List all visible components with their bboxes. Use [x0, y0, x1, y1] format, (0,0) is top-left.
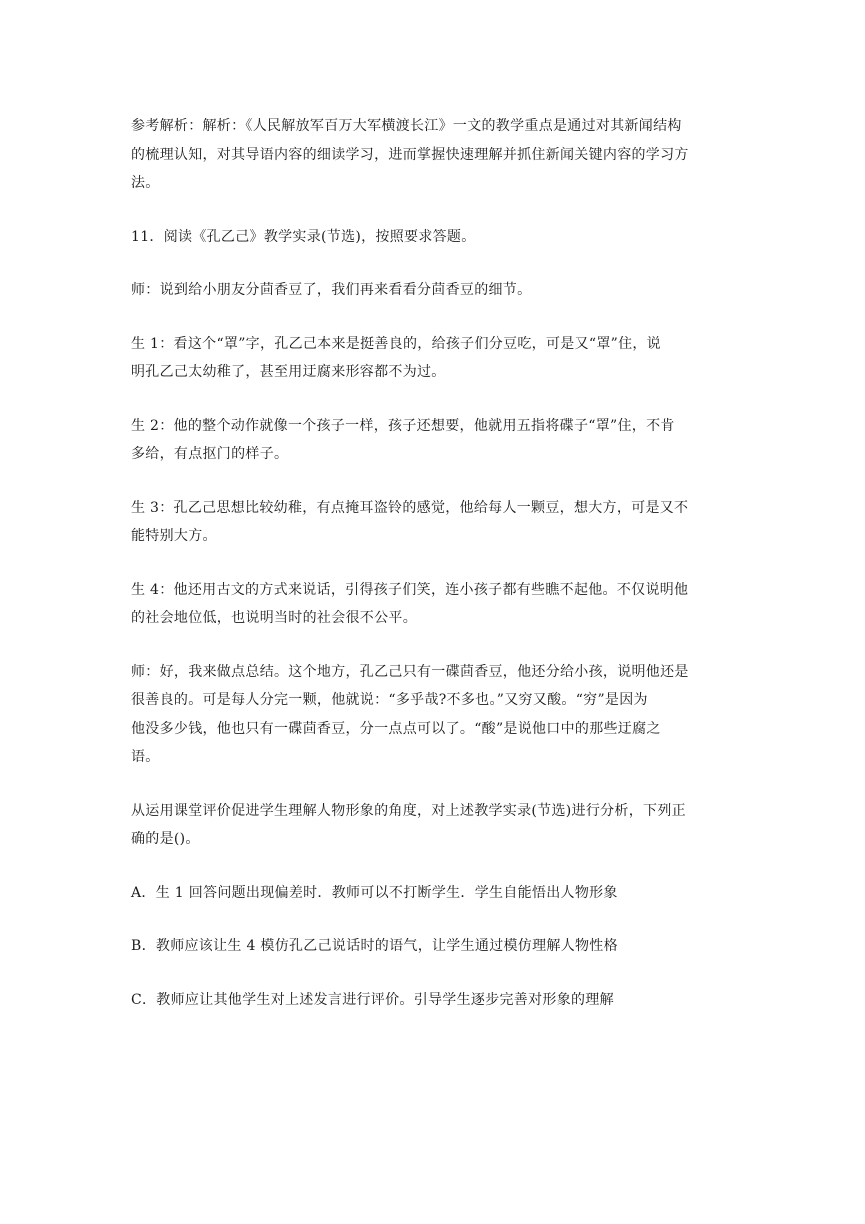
- text-line: 参考解析：解析：《人民解放军百万大军横渡长江》一文的教学重点是通过对其新闻结构: [131, 118, 682, 134]
- text-line: 明孔乙己太幼稚了，甚至用迂腐来形容都不为过。: [131, 364, 446, 380]
- question-11-heading: [131, 223, 735, 252]
- text-line: 从运用课堂评价促进学生理解人物形象的角度，对上述教学实录(节选)进行分析，下列正: [131, 802, 686, 819]
- text-line: 的社会地位低，也说明当时的社会很不公平。: [131, 610, 417, 626]
- text-line: 语。: [131, 749, 160, 765]
- text-line: 11．阅读《孔乙己》教学实录(节选)，按照要求答题。: [131, 228, 476, 245]
- option-b: [131, 932, 735, 961]
- option-c: [131, 986, 735, 1015]
- text-line: 生 1：看这个“罩”字，孔乙己本来是挺善良的，给孩子们分豆吃，可是又“罩”住，说: [131, 335, 661, 352]
- text-line: 能特别大方。: [131, 528, 217, 544]
- option-a: [131, 879, 735, 908]
- teacher-summary: [131, 658, 735, 772]
- text-line: 的梳理认知，对其导语内容的细读学习，进而掌握快速理解并抓住新闻关键内容的学习方: [131, 146, 689, 163]
- student-1-response: [131, 330, 735, 387]
- text-line: 师：好，我来做点总结。这个地方，孔乙己只有一碟茴香豆，他还分给小孩，说明他还是: [131, 663, 689, 680]
- text-line: 他没多少钱，他也只有一碟茴香豆，分一点点可以了。“酸”是说他口中的那些迂腐之: [131, 720, 661, 737]
- text-line: 生 3：孔乙己思想比较幼稚，有点掩耳盗铃的感觉，他给每人一颗豆，想大方，可是又不: [131, 499, 689, 516]
- teacher-line-1: [131, 276, 735, 305]
- document-body: [131, 112, 735, 1039]
- text-line: 很善良的。可是每人分完一颗，他就说：“多乎哉?不多也。”又穷又酸。“穷”是因为: [131, 692, 648, 708]
- text-line: 法。: [131, 175, 160, 191]
- text-line: 师：说到给小朋友分茴香豆了，我们再来看看分茴香豆的细节。: [131, 282, 532, 298]
- student-4-response: [131, 576, 735, 633]
- text-line: 多给，有点抠门的样子。: [131, 446, 289, 462]
- text-line: 生 2：他的整个动作就像一个孩子一样，孩子还想要，他就用五指将碟子“罩”住，不肯: [131, 417, 675, 434]
- text-line: 生 4：他还用古文的方式来说话，引得孩子们笑，连小孩子都有些瞧不起他。不仅说明他: [131, 581, 689, 598]
- student-3-response: [131, 494, 735, 551]
- text-line: A．生 1 回答问题出现偏差时．教师可以不打断学生．学生自能悟出人物形象: [131, 884, 618, 901]
- text-line: C．教师应让其他学生对上述发言进行评价。引导学生逐步完善对形象的理解: [131, 991, 614, 1008]
- text-line: 确的是()。: [131, 831, 200, 847]
- text-line: B．教师应该让生 4 模仿孔乙己说话时的语气，让学生通过模仿理解人物性格: [131, 938, 618, 954]
- analysis-paragraph: [131, 112, 735, 198]
- question-stem: [131, 797, 735, 854]
- student-2-response: [131, 412, 735, 469]
